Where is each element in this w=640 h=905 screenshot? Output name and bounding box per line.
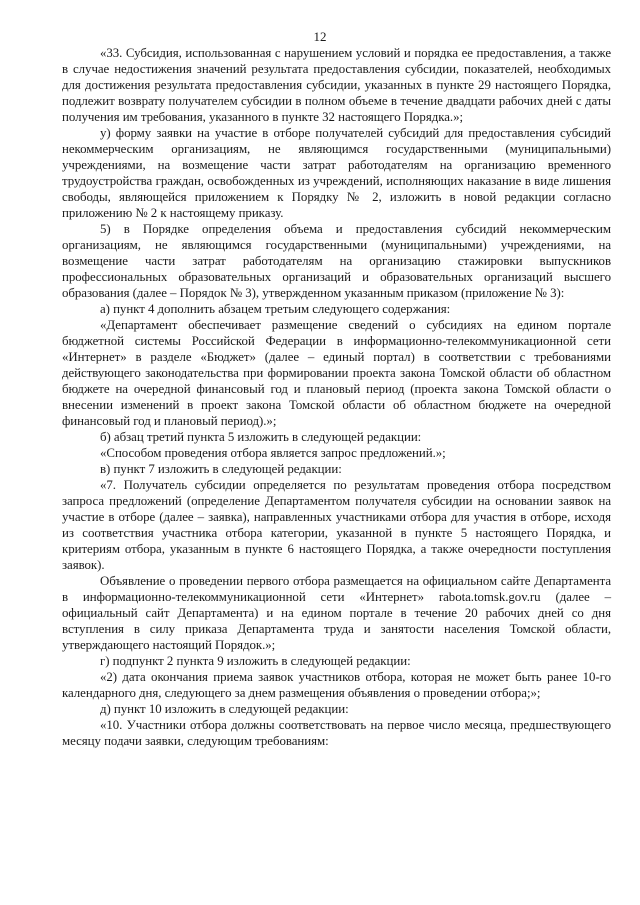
paragraph-g-subpoint-2: г) подпункт 2 пункта 9 изложить в следующей редакции: xyxy=(100,654,411,668)
paragraph-a-point-4: а) пункт 4 дополнить абзацем третьим следующего содержания: xyxy=(100,302,451,316)
paragraph-v-point-7: в) пункт 7 изложить в следующей редакции: xyxy=(100,462,342,476)
paragraph-deadline: «2) дата окончания приема заявок участников отбора, которая не может быть ранее 10-го календарного дня, следующего за днем размещения объявления о проведении отбора;»; xyxy=(62,670,611,700)
paragraph-10-requirements: «10. Участники отбора должны соответствовать на первое число месяца, предшествующего месяцу подачи заявки, следующим требованиям: xyxy=(62,718,611,748)
paragraph-5-order-3: 5) в Порядке определения объема и предоставления субсидий некоммерческим организациям, не являющимся государственными (муниципальными) учреждениями, на возмещение части затрат работодателям на организацию стажировки выпускников профессиональных образовательных организаций и образовательных организаций высшего образования (далее – Порядок № 3), утвержденном указанным приказом (приложение № 3): xyxy=(62,222,611,300)
paragraph-33-subsidy-return: «33. Субсидия, использованная с нарушением условий и порядка ее предоставления, а также в случае недостижения значений результата предоставления субсидии, показателей, необходимых для достижения результата предоставления субсидии, указанных в пункте 29 настоящего Порядка, подлежит возврату получателем субсидии в полном объеме в течение двадцати рабочих дней с даты получения им требования, указанного в пункте 32 настоящего Порядка.»; xyxy=(62,46,611,124)
page-number: 12 xyxy=(313,29,327,44)
document-body xyxy=(62,45,611,749)
paragraph-b-point-5: б) абзац третий пункта 5 изложить в следующей редакции: xyxy=(100,430,422,444)
paragraph-selection-method: «Способом проведения отбора является запрос предложений.»; xyxy=(100,446,446,460)
paragraph-department-portal: «Департамент обеспечивает размещение сведений о субсидиях на едином портале бюджетной системы Российской Федерации в информационно-телекоммуникационной сети «Интернет» в разделе «Бюджет» (далее – единый портал) в соответствии с требованиями действующего законодательства при формировании проекта закона Томской области об областном бюджете на очередной финансовый год и плановый период (проекта закона Томской области о внесении изменений в проект закона Томской области об областном бюджете на очередной финансовый год и плановый период).»; xyxy=(62,318,611,428)
paragraph-d-point-10: д) пункт 10 изложить в следующей редакции: xyxy=(100,702,349,716)
paragraph-announcement: Объявление о проведении первого отбора размещается на официальном сайте Департамента в информационно-телекоммуникационной сети «Интернет» rabota.tomsk.gov.ru (далее – официальный сайт Департамента) и на едином портале в течение 20 рабочих дней со дня вступления в силу приказа Департамента труда и занятости населения Томской области, утверждающего настоящий Порядок.»; xyxy=(62,574,611,652)
paragraph-u-application-form: у) форму заявки на участие в отборе получателей субсидий для предоставления субсидий некоммерческим организациям, не являющимся государственными (муниципальными) учреждениями, на возмещение части затрат работодателям на организацию временного трудоустройства граждан, освобожденных из учреждений, исполняющих наказание в виде лишения свободы, являющейся приложением к Порядку № 2, изложить в новой редакции согласно приложению № 2 к настоящему приказу. xyxy=(62,126,611,220)
paragraph-7-recipient: «7. Получатель субсидии определяется по результатам проведения отбора посредством запроса предложений (определение Департаментом получателя субсидии на основании заявок на участие в отборе (далее – заявка), направленных участниками отбора для участия в отборе, исходя из соответствия участника отбора категории, указанной в пункте 5 настоящего Порядка, и критериям отбора, указанным в пункте 6 настоящего Порядка, а также очередности поступления заявок). xyxy=(62,478,611,572)
